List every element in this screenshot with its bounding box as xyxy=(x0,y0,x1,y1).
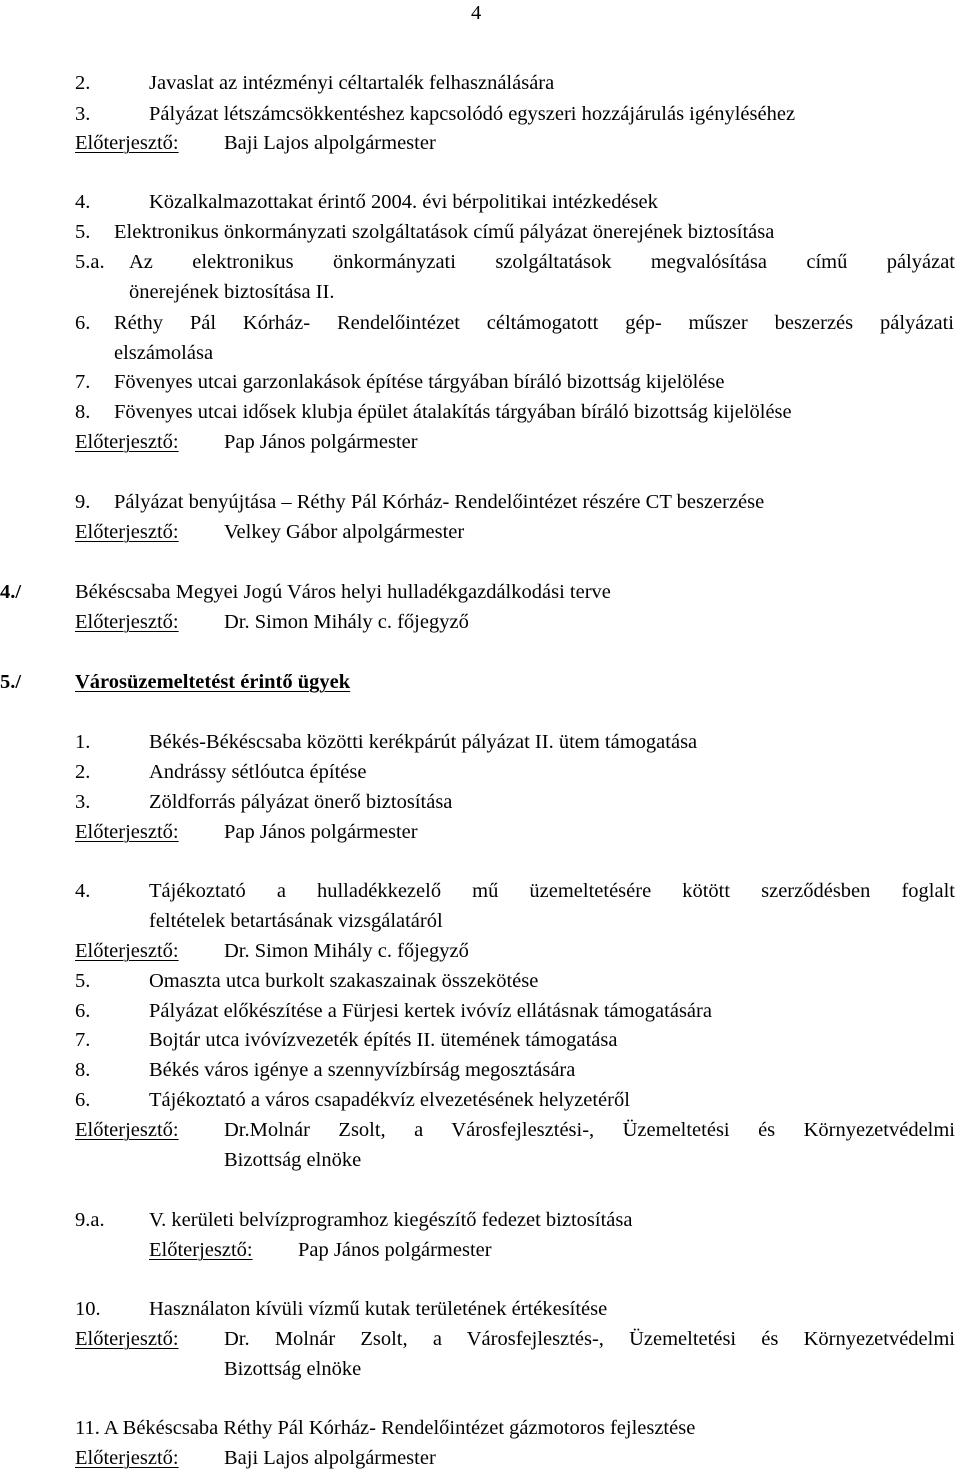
presenter-name: Baji Lajos alpolgármester xyxy=(224,132,436,154)
presenter-name-continuation: Bizottság elnöke xyxy=(224,1358,362,1380)
item-number: 4. xyxy=(75,191,91,213)
item-number: 10. xyxy=(75,1298,101,1320)
item-text: Az elektronikus önkormányzati szolgáltatások megvalósítása című pályázat xyxy=(129,251,955,273)
item-number: 6. xyxy=(75,312,91,334)
item-number: 5. xyxy=(75,221,91,243)
item-number: 7. xyxy=(75,371,91,393)
item-text-continuation: elszámolása xyxy=(114,342,214,364)
item-text: Pályázat előkészítése a Fürjesi kertek ivóvíz ellátásnak támogatására xyxy=(149,1000,712,1022)
presenter-label: Előterjesztő: xyxy=(75,1328,179,1350)
item-number: 4. xyxy=(75,880,91,902)
item-number: 6. xyxy=(75,1000,91,1022)
item-number: 3. xyxy=(75,103,91,125)
presenter-name: Pap János polgármester xyxy=(298,1239,492,1261)
item-text: Fövenyes utcai garzonlakások építése tárgyában bíráló bizottság kijelölése xyxy=(114,371,725,393)
item-text: Javaslat az intézményi céltartalék felhasználására xyxy=(149,72,555,94)
presenter-name: Dr. Simon Mihály c. főjegyző xyxy=(224,611,469,633)
section-number: 4./ xyxy=(0,581,22,603)
item-number: 5.a. xyxy=(75,251,105,273)
section-title: Békéscsaba Megyei Jogú Város helyi hulladékgazdálkodási terve xyxy=(75,581,611,603)
item-text: Bojtár utca ivóvízvezeték építés II. ütemének támogatása xyxy=(149,1029,618,1051)
presenter-name: Dr. Simon Mihály c. főjegyző xyxy=(224,940,469,962)
item-number: 2. xyxy=(75,761,91,783)
item-text: 11. A Békéscsaba Réthy Pál Kórház- Rendelőintézet gázmotoros fejlesztése xyxy=(75,1417,696,1439)
item-text: Közalkalmazottakat érintő 2004. évi bérpolitikai intézkedések xyxy=(149,191,658,213)
item-text: Pályázat benyújtása – Réthy Pál Kórház- Rendelőintézet részére CT beszerzése xyxy=(114,491,765,513)
item-text-continuation: feltételek betartásának vizsgálatáról xyxy=(149,910,443,932)
presenter-label: Előterjesztő: xyxy=(149,1239,253,1261)
item-text: Zöldforrás pályázat önerő biztosítása xyxy=(149,791,453,813)
item-number: 8. xyxy=(75,401,91,423)
item-text: Elektronikus önkormányzati szolgáltatások című pályázat önerejének biztosítása xyxy=(114,221,775,243)
item-number: 2. xyxy=(75,72,91,94)
presenter-label: Előterjesztő: xyxy=(75,521,179,543)
presenter-name: Baji Lajos alpolgármester xyxy=(224,1447,436,1469)
item-text: Használaton kívüli vízmű kutak területének értékesítése xyxy=(149,1298,608,1320)
item-number: 6. xyxy=(75,1089,91,1111)
section-number: 5./ xyxy=(0,671,22,693)
item-number: 9.a. xyxy=(75,1209,105,1231)
item-text: Omaszta utca burkolt szakaszainak összekötése xyxy=(149,970,539,992)
presenter-name: Pap János polgármester xyxy=(224,431,418,453)
item-number: 8. xyxy=(75,1059,91,1081)
presenter-name: Dr. Molnár Zsolt, a Városfejlesztés-, Üzemeltetési és Környezetvédelmi xyxy=(224,1328,955,1350)
presenter-label: Előterjesztő: xyxy=(75,1447,179,1469)
item-number: 5. xyxy=(75,970,91,992)
presenter-name: Dr.Molnár Zsolt, a Városfejlesztési-, Üzemeltetési és Környezetvédelmi xyxy=(224,1119,955,1141)
item-number: 7. xyxy=(75,1029,91,1051)
section-title: Városüzemeltetést érintő ügyek xyxy=(75,671,351,693)
item-text: V. kerületi belvízprogramhoz kiegészítő fedezet biztosítása xyxy=(149,1209,633,1231)
presenter-label: Előterjesztő: xyxy=(75,940,179,962)
item-text: Tájékoztató a hulladékkezelő mű üzemeltetésére kötött szerződésben foglalt xyxy=(149,880,955,902)
presenter-label: Előterjesztő: xyxy=(75,1119,179,1141)
presenter-name: Velkey Gábor alpolgármester xyxy=(224,521,465,543)
item-text: Békés város igénye a szennyvízbírság megosztására xyxy=(149,1059,576,1081)
page-number: 4 xyxy=(471,2,482,24)
item-number: 3. xyxy=(75,791,91,813)
item-text: Réthy Pál Kórház- Rendelőintézet céltámogatott gép- műszer beszerzés pályázati xyxy=(114,312,954,334)
item-text: Fövenyes utcai idősek klubja épület átalakítás tárgyában bíráló bizottság kijelölése xyxy=(114,401,792,423)
item-text-continuation: önerejének biztosítása II. xyxy=(129,281,335,303)
presenter-label: Előterjesztő: xyxy=(75,132,179,154)
presenter-name-continuation: Bizottság elnöke xyxy=(224,1149,362,1171)
item-number: 9. xyxy=(75,491,91,513)
presenter-label: Előterjesztő: xyxy=(75,821,179,843)
item-text: Tájékoztató a város csapadékvíz elvezetésének helyzetéről xyxy=(149,1089,630,1111)
presenter-label: Előterjesztő: xyxy=(75,431,179,453)
item-text: Békés-Békéscsaba közötti kerékpárút pályázat II. ütem támogatása xyxy=(149,731,698,753)
presenter-name: Pap János polgármester xyxy=(224,821,418,843)
item-number: 1. xyxy=(75,731,91,753)
presenter-label: Előterjesztő: xyxy=(75,611,179,633)
item-text: Pályázat létszámcsökkentéshez kapcsolódó egyszeri hozzájárulás igényléséhez xyxy=(149,103,796,125)
item-text: Andrássy sétlóutca építése xyxy=(149,761,367,783)
